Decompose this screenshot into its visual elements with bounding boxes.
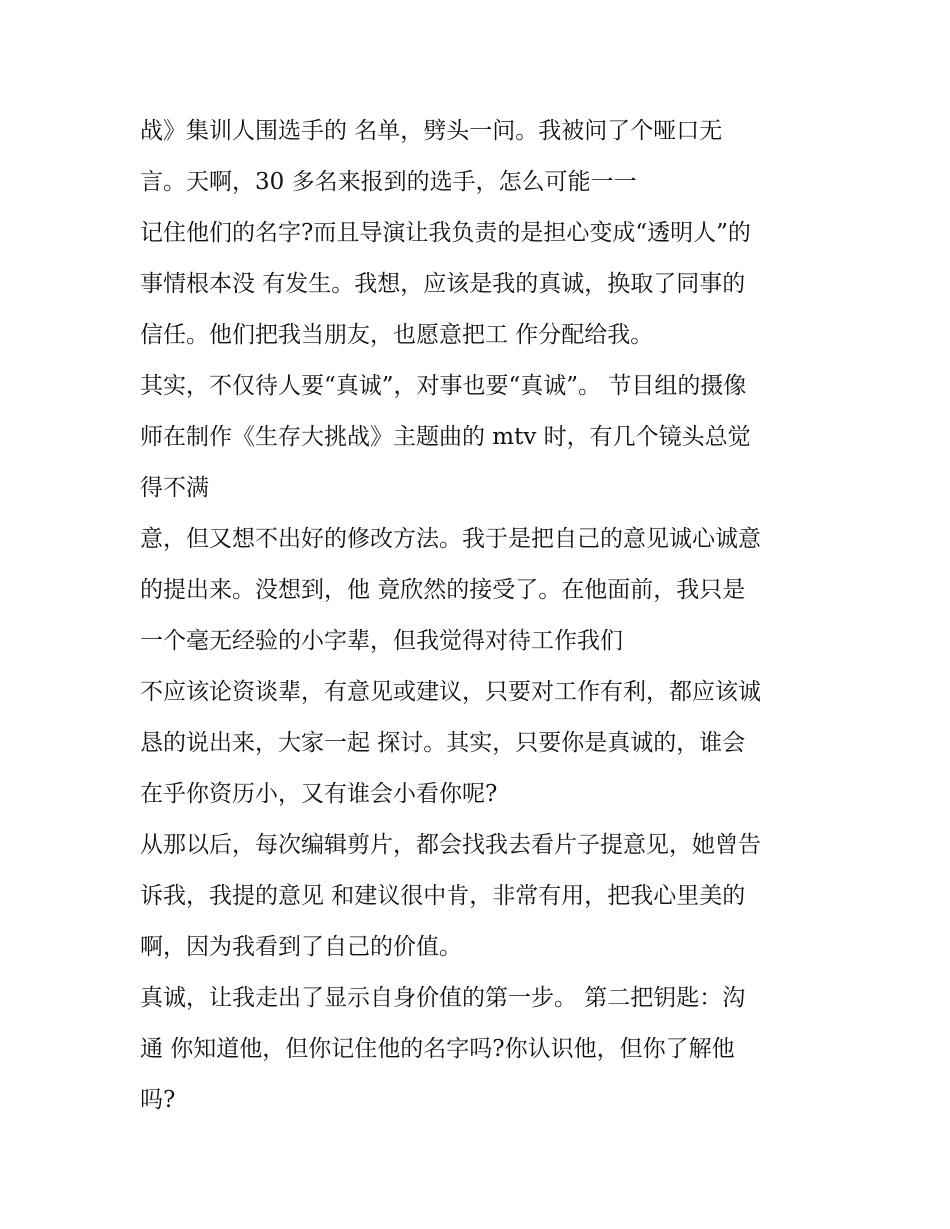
text-line: 师在制作《生存大挑战》主题曲的 mtv 时，有几个镜头总觉 — [140, 424, 751, 450]
text-line: 一个毫无经验的小字辈，但我觉得对待工作我们 — [140, 628, 623, 654]
text-line: 言。天啊，30 多名来报到的选手，怎么可能一一 — [140, 169, 637, 195]
text-line: 记住他们的名字?而且导演让我负责的是担心变成“透明人”的 — [140, 220, 751, 246]
text-line: 在乎你资历小，又有谁会小看你呢? — [140, 781, 498, 807]
text-line: 吗? — [140, 1087, 176, 1113]
text-line: 诉我，我提的意见 和建议很中肯，非常有用，把我心里美的 — [140, 883, 746, 909]
text-line: 恳的说出来，大家一起 探讨。其实，只要你是真诚的，谁会 — [140, 730, 746, 756]
text-line: 真诚，让我走出了显示自身价值的第一步。 第二把钥匙：沟 — [140, 985, 746, 1011]
text-line: 事情根本没 有发生。我想，应该是我的真诚，换取了同事的 — [140, 271, 746, 297]
text-line: 意，但又想不出好的修改方法。我于是把自己的意见诚心诚意 — [140, 526, 761, 552]
text-line: 的提出来。没想到，他 竟欣然的接受了。在他面前，我只是 — [140, 577, 746, 603]
text-line: 不应该论资谈辈，有意见或建议，只要对工作有利，都应该诚 — [140, 679, 761, 705]
text-line: 啊，因为我看到了自己的价值。 — [140, 934, 462, 960]
text-line: 信任。他们把我当朋友，也愿意把工 作分配给我。 — [140, 322, 654, 348]
text-line: 从那以后，每次编辑剪片，都会找我去看片子提意见，她曾告 — [140, 832, 761, 858]
text-line: 得不满 — [140, 475, 209, 501]
text-line: 通 你知道他，但你记住他的名字吗?你认识他，但你了解他 — [140, 1036, 735, 1062]
body-text — [140, 106, 830, 1126]
text-line: 战》集训人围选手的 名单，劈头一问。我被问了个哑口无 — [140, 118, 723, 144]
text-line: 其实，不仅待人要“真诚”，对事也要“真诚”。 节目组的摄像 — [140, 373, 747, 399]
